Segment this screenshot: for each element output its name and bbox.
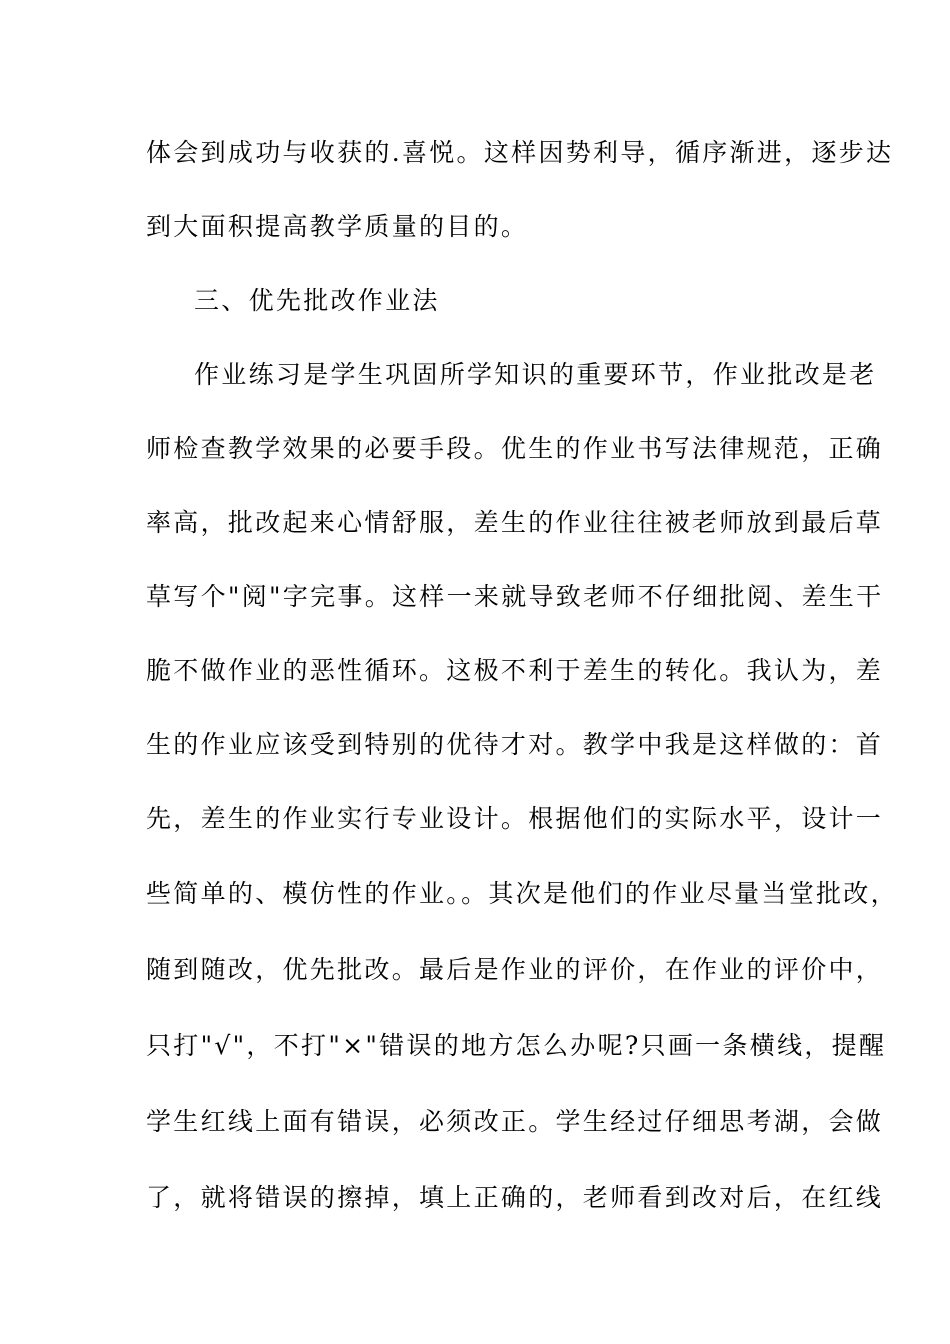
paragraph-line: 只打"√"，不打"×"错误的地方怎么办呢?只画一条横线，提醒 bbox=[146, 1031, 887, 1060]
paragraph-line: 先，差生的作业实行专业设计。根据他们的实际水平，设计一 bbox=[146, 804, 884, 833]
paragraph-line: 作业练习是学生巩固所学知识的重要环节，作业批改是老 bbox=[194, 360, 877, 389]
paragraph-line: 脆不做作业的恶性循环。这极不利于差生的转化。我认为，差 bbox=[146, 656, 884, 685]
paragraph-line: 些简单的、模仿性的作业。。其次是他们的作业尽量当堂批改， bbox=[146, 879, 898, 908]
section-heading: 三、优先批改作业法 bbox=[194, 286, 440, 315]
paragraph-line: 生的作业应该受到特别的优待才对。教学中我是这样做的：首 bbox=[146, 730, 884, 759]
paragraph-line: 随到随改，优先批改。最后是作业的评价，在作业的评价中， bbox=[146, 955, 884, 984]
paragraph-line: 体会到成功与收获的.喜悦。这样因势利导，循序渐进，逐步达 bbox=[146, 138, 894, 167]
paragraph-line: 学生红线上面有错误，必须改正。学生经过仔细思考湖，会做 bbox=[146, 1107, 884, 1136]
paragraph-line: 了，就将错误的擦掉，填上正确的，老师看到改对后，在红线 bbox=[146, 1183, 884, 1212]
paragraph-line: 师检查教学效果的必要手段。优生的作业书写法律规范，正确 bbox=[146, 434, 884, 463]
paragraph-line: 草写个"阅"字完事。这样一来就导致老师不仔细批阅、差生干 bbox=[146, 582, 884, 611]
paragraph-line: 到大面积提高教学质量的目的。 bbox=[146, 212, 529, 241]
paragraph-line: 率高，批改起来心情舒服，差生的作业往往被老师放到最后草 bbox=[146, 508, 884, 537]
